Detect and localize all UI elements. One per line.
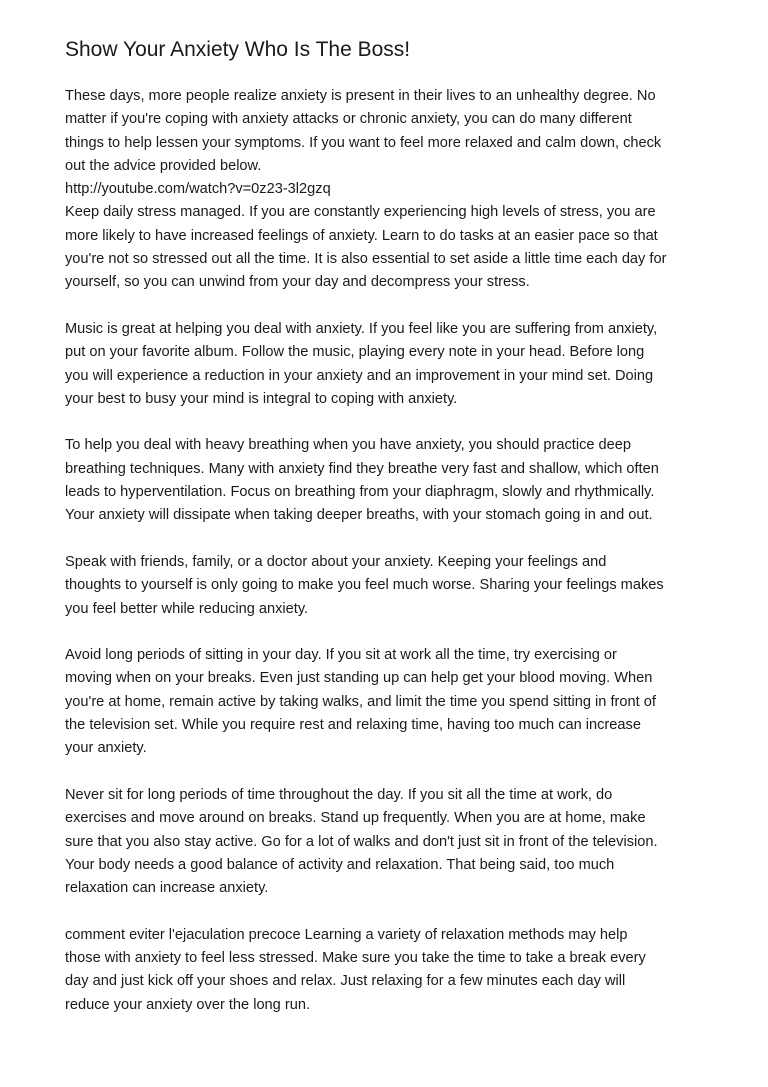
text-line: you're not so stressed out all the time. It is also essential to set aside a little time each day for (65, 251, 667, 268)
text-line: the television set. While you require rest and relaxing time, having too much can increase (65, 717, 641, 734)
text-line: moving when on your breaks. Even just standing up can help get your blood moving. When (65, 670, 653, 687)
text-line: yourself, so you can unwind from your day and decompress your stress. (65, 274, 530, 291)
text-line: your best to busy your mind is integral to coping with anxiety. (65, 390, 458, 407)
document-title: Show Your Anxiety Who Is The Boss! (65, 38, 411, 61)
text-line: things to help lessen your symptoms. If you want to feel more relaxed and calm down, check (65, 134, 662, 151)
text-line: reduce your anxiety over the long run. (65, 996, 310, 1013)
paragraph-relaxation (65, 924, 715, 1017)
paragraph-sitting (65, 644, 715, 760)
text-line: matter if you're coping with anxiety attacks or chronic anxiety, you can do many different (65, 111, 632, 128)
paragraph-active (65, 784, 715, 900)
text-line: you're at home, remain active by taking walks, and limit the time you spend sitting in front of (65, 693, 656, 710)
text-line: you will experience a reduction in your anxiety and an improvement in your mind set. Doing (65, 367, 654, 384)
paragraph-music (65, 318, 715, 411)
text-line: leads to hyperventilation. Focus on breathing from your diaphragm, slowly and rhythmically. (65, 484, 655, 501)
text-line: Speak with friends, family, or a doctor about your anxiety. Keeping your feelings and (65, 553, 607, 570)
text-line: Your anxiety will dissipate when taking deeper breaths, with your stomach going in and out. (65, 507, 653, 524)
text-line: out the advice provided below. (65, 157, 262, 174)
text-line: more likely to have increased feelings of anxiety. Learn to do tasks at an easier pace so that (65, 227, 658, 244)
text-line: those with anxiety to feel less stressed. Make sure you take the time to take a break every (65, 949, 646, 966)
paragraph-breathing (65, 434, 715, 527)
text-line: Music is great at helping you deal with anxiety. If you feel like you are suffering from anxiety, (65, 320, 658, 337)
text-line: you feel better while reducing anxiety. (65, 600, 309, 617)
text-line: exercises and move around on breaks. Stand up frequently. When you are at home, make (65, 810, 646, 827)
text-line: your anxiety. (65, 740, 147, 757)
paragraph-intro (65, 85, 715, 295)
text-line: sure that you also stay active. Go for a lot of walks and don't just sit in front of the television. (65, 833, 658, 850)
text-line: relaxation can increase anxiety. (65, 880, 269, 897)
document-page (65, 36, 715, 1040)
text-line: day and just kick off your shoes and relax. Just relaxing for a few minutes each day will (65, 973, 626, 990)
youtube-link[interactable]: http://youtube.com/watch?v=0z23-3l2gzq (65, 181, 331, 198)
paragraph-speak (65, 551, 715, 621)
text-line: comment eviter l'ejaculation precoce Learning a variety of relaxation methods may help (65, 926, 628, 943)
text-line: To help you deal with heavy breathing when you have anxiety, you should practice deep (65, 437, 632, 454)
text-line: These days, more people realize anxiety is present in their lives to an unhealthy degree. No (65, 88, 656, 104)
text-line: breathing techniques. Many with anxiety find they breathe very fast and shallow, which often (65, 460, 659, 477)
text-line: Your body needs a good balance of activity and relaxation. That being said, too much (65, 856, 615, 873)
text-line: Avoid long periods of sitting in your day. If you sit at work all the time, try exercising or (65, 647, 617, 664)
text-line: put on your favorite album. Follow the music, playing every note in your head. Before long (65, 344, 645, 361)
text-line: thoughts to yourself is only going to make you feel much worse. Sharing your feelings makes (65, 577, 664, 594)
text-line: Keep daily stress managed. If you are constantly experiencing high levels of stress, you are (65, 204, 656, 221)
text-line: Never sit for long periods of time throughout the day. If you sit all the time at work, do (65, 786, 613, 803)
